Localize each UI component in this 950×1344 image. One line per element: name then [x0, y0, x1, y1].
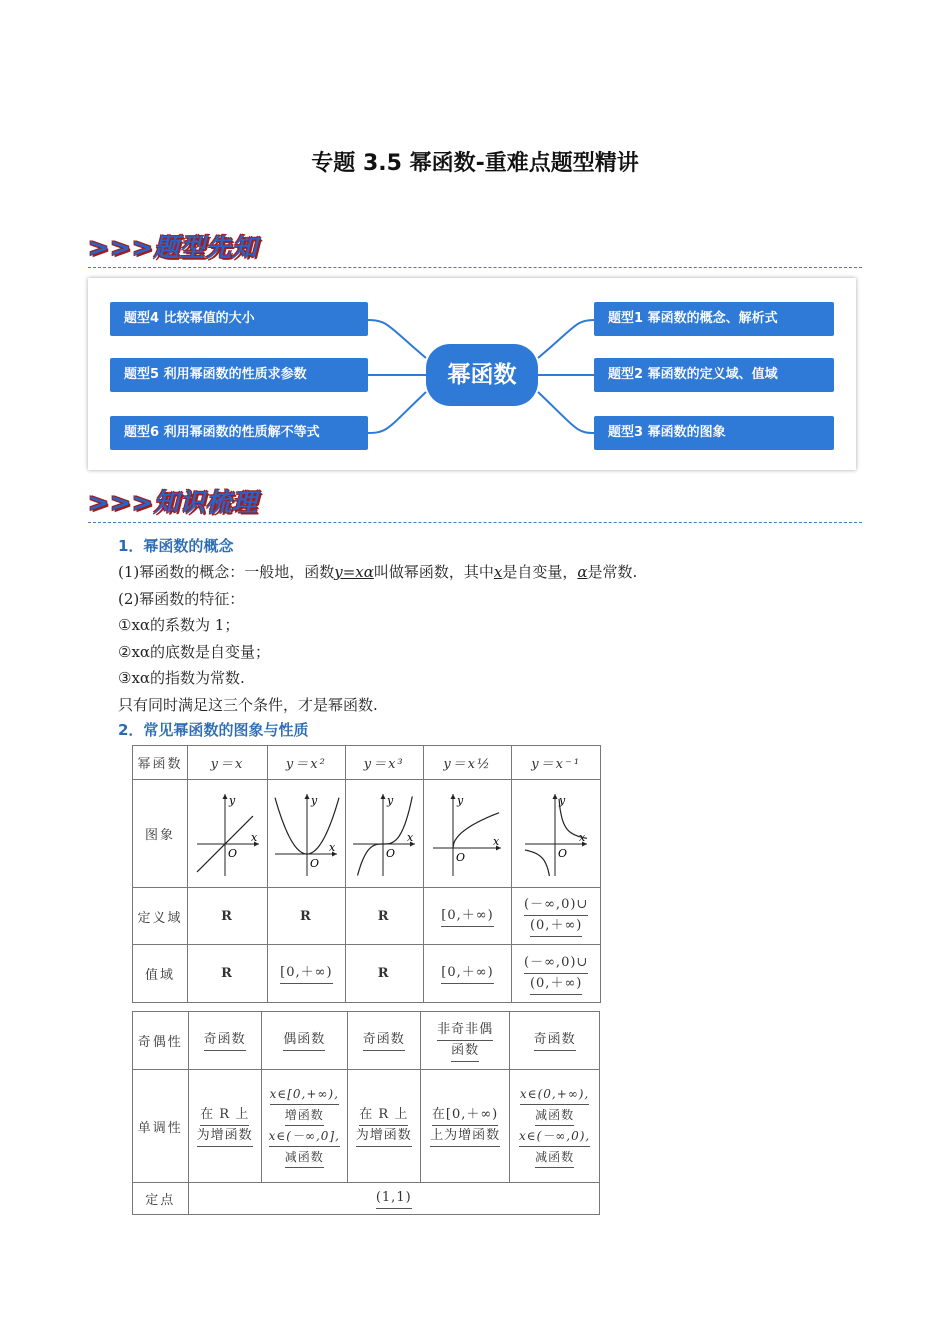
table-cell: R: [345, 945, 423, 1003]
y-axis-arrow: [222, 794, 227, 799]
y-axis-arrow: [381, 794, 386, 799]
power-function-table-2: [132, 1011, 600, 1215]
section-heading-graphs: 2．常见幂函数的图象与性质: [118, 721, 309, 739]
graph-cell: [512, 780, 601, 888]
table-header-cell: y＝x²: [267, 746, 345, 780]
origin-label: O: [227, 846, 239, 860]
y-axis-label: y: [387, 793, 396, 807]
table-header-cell: y＝x⁻¹: [512, 746, 601, 780]
table-cell: R: [267, 888, 345, 945]
paragraph-features: (2)幂函数的特征：: [118, 590, 245, 608]
table-row-label: 图象: [133, 780, 188, 888]
mind-map-node-type3: 题型3 幂函数的图象: [594, 416, 834, 450]
mind-map: [88, 278, 856, 470]
paragraph-conclusion: 只有同时满足这三个条件，才是幂函数.: [118, 696, 378, 714]
mind-map-center: 幂函数: [426, 344, 538, 406]
table-header-cell: y＝x: [188, 746, 268, 780]
table-row: [133, 1012, 600, 1070]
section-banner-knowledge: [88, 483, 862, 523]
section-banner-question-types: [88, 228, 862, 268]
table-cell: x∈[0,+∞), 增函数 x∈(－∞,0], 减函数: [261, 1070, 347, 1183]
table-cell: 奇函数: [188, 1012, 261, 1070]
y-axis-label: y: [457, 793, 466, 807]
table-row-label: 定点: [133, 1183, 189, 1215]
table-cell: (－∞,0)∪ (0,＋∞): [512, 945, 601, 1003]
feature-2: ②xα的底数是自变量；: [118, 643, 271, 661]
table-cell: 在 R 上 为增函数: [347, 1070, 420, 1183]
table-header-cell: 幂函数: [133, 746, 188, 780]
table-row-label: 单调性: [133, 1070, 189, 1183]
feature-3: ③xα的指数为常数.: [118, 669, 245, 687]
table-cell: R: [345, 888, 423, 945]
graph-sqrt: [429, 788, 505, 880]
table-cell: [0,＋∞): [267, 945, 345, 1003]
x-axis-label: x: [250, 830, 259, 844]
table-cell: (－∞,0)∪ (0,＋∞): [512, 888, 601, 945]
table-cell: 非奇非偶 函数: [420, 1012, 509, 1070]
dashed-divider: [88, 267, 862, 268]
origin-label: O: [310, 856, 322, 870]
function-curve: [525, 850, 549, 876]
table-header-cell: y＝x³: [345, 746, 423, 780]
graph-square: [271, 788, 341, 880]
power-function-table-1: [132, 745, 601, 1003]
function-curve: [358, 793, 416, 875]
y-axis-arrow: [305, 794, 310, 799]
y-axis-label: y: [311, 793, 320, 807]
page-title: 专题 3.5 幂函数-重难点题型精讲: [311, 151, 639, 176]
y-axis-label: y: [559, 793, 568, 807]
mind-map-node-type2: 题型2 幂函数的定义域、值域: [594, 358, 834, 392]
table-cell: 奇函数: [347, 1012, 420, 1070]
x-axis-label: x: [329, 840, 338, 854]
origin-label: O: [558, 846, 570, 860]
table-row: [133, 888, 601, 945]
table-cell: R: [188, 945, 268, 1003]
graph-reciprocal: [521, 788, 591, 880]
table-row: [133, 780, 601, 888]
y-axis-arrow: [553, 794, 558, 799]
section-heading-concept: 1．幂函数的概念: [118, 537, 234, 555]
graph-linear: [193, 788, 263, 880]
graph-cell: [188, 780, 268, 888]
mind-map-node-type5: 题型5 利用幂函数的性质求参数: [110, 358, 368, 392]
dashed-divider: [88, 522, 862, 523]
function-expression: y=xα: [334, 563, 374, 581]
banner-text: >>>题型先知: [88, 233, 258, 262]
graph-cell: [267, 780, 345, 888]
table-row: [133, 1070, 600, 1183]
mind-map-node-type4: 题型4 比较幂值的大小: [110, 302, 368, 336]
x-axis-label: x: [493, 834, 502, 848]
table-cell: [0,＋∞): [423, 945, 512, 1003]
table-row: [133, 945, 601, 1003]
table-row-label: 定义域: [133, 888, 188, 945]
table-cell: (1,1): [188, 1183, 599, 1215]
table-cell: 在[0,＋∞) 上为增函数: [420, 1070, 509, 1183]
origin-label: O: [456, 850, 468, 864]
table-row-label: 奇偶性: [133, 1012, 189, 1070]
table-row-label: 值域: [133, 945, 188, 1003]
table-header-cell: y＝x½: [423, 746, 512, 780]
y-axis-label: y: [228, 793, 237, 807]
origin-label: O: [386, 846, 398, 860]
mind-map-node-type1: 题型1 幂函数的概念、解析式: [594, 302, 834, 336]
table-cell: R: [188, 888, 268, 945]
graph-cell: [345, 780, 423, 888]
paragraph-definition: (1)幂函数的概念：一般地，函数y=xα叫做幂函数，其中x是自变量，α是常数.: [118, 563, 638, 581]
table-cell: 奇函数: [510, 1012, 600, 1070]
feature-1: ①xα的系数为 1；: [118, 616, 240, 634]
graph-cube: [349, 788, 419, 880]
y-axis-arrow: [451, 794, 456, 799]
table-cell: [0,＋∞): [423, 888, 512, 945]
table-cell: 在 R 上 为增函数: [188, 1070, 261, 1183]
banner-text: >>>知识梳理: [88, 488, 258, 517]
graph-cell: [423, 780, 512, 888]
table-row: [133, 1183, 600, 1215]
x-axis-label: x: [407, 830, 416, 844]
table-cell: x∈(0,+∞), 减函数 x∈(－∞,0), 减函数: [510, 1070, 600, 1183]
mind-map-node-type6: 题型6 利用幂函数的性质解不等式: [110, 416, 368, 450]
x-axis-label: x: [579, 830, 588, 844]
table-row: [133, 746, 601, 780]
table-cell: 偶函数: [261, 1012, 347, 1070]
